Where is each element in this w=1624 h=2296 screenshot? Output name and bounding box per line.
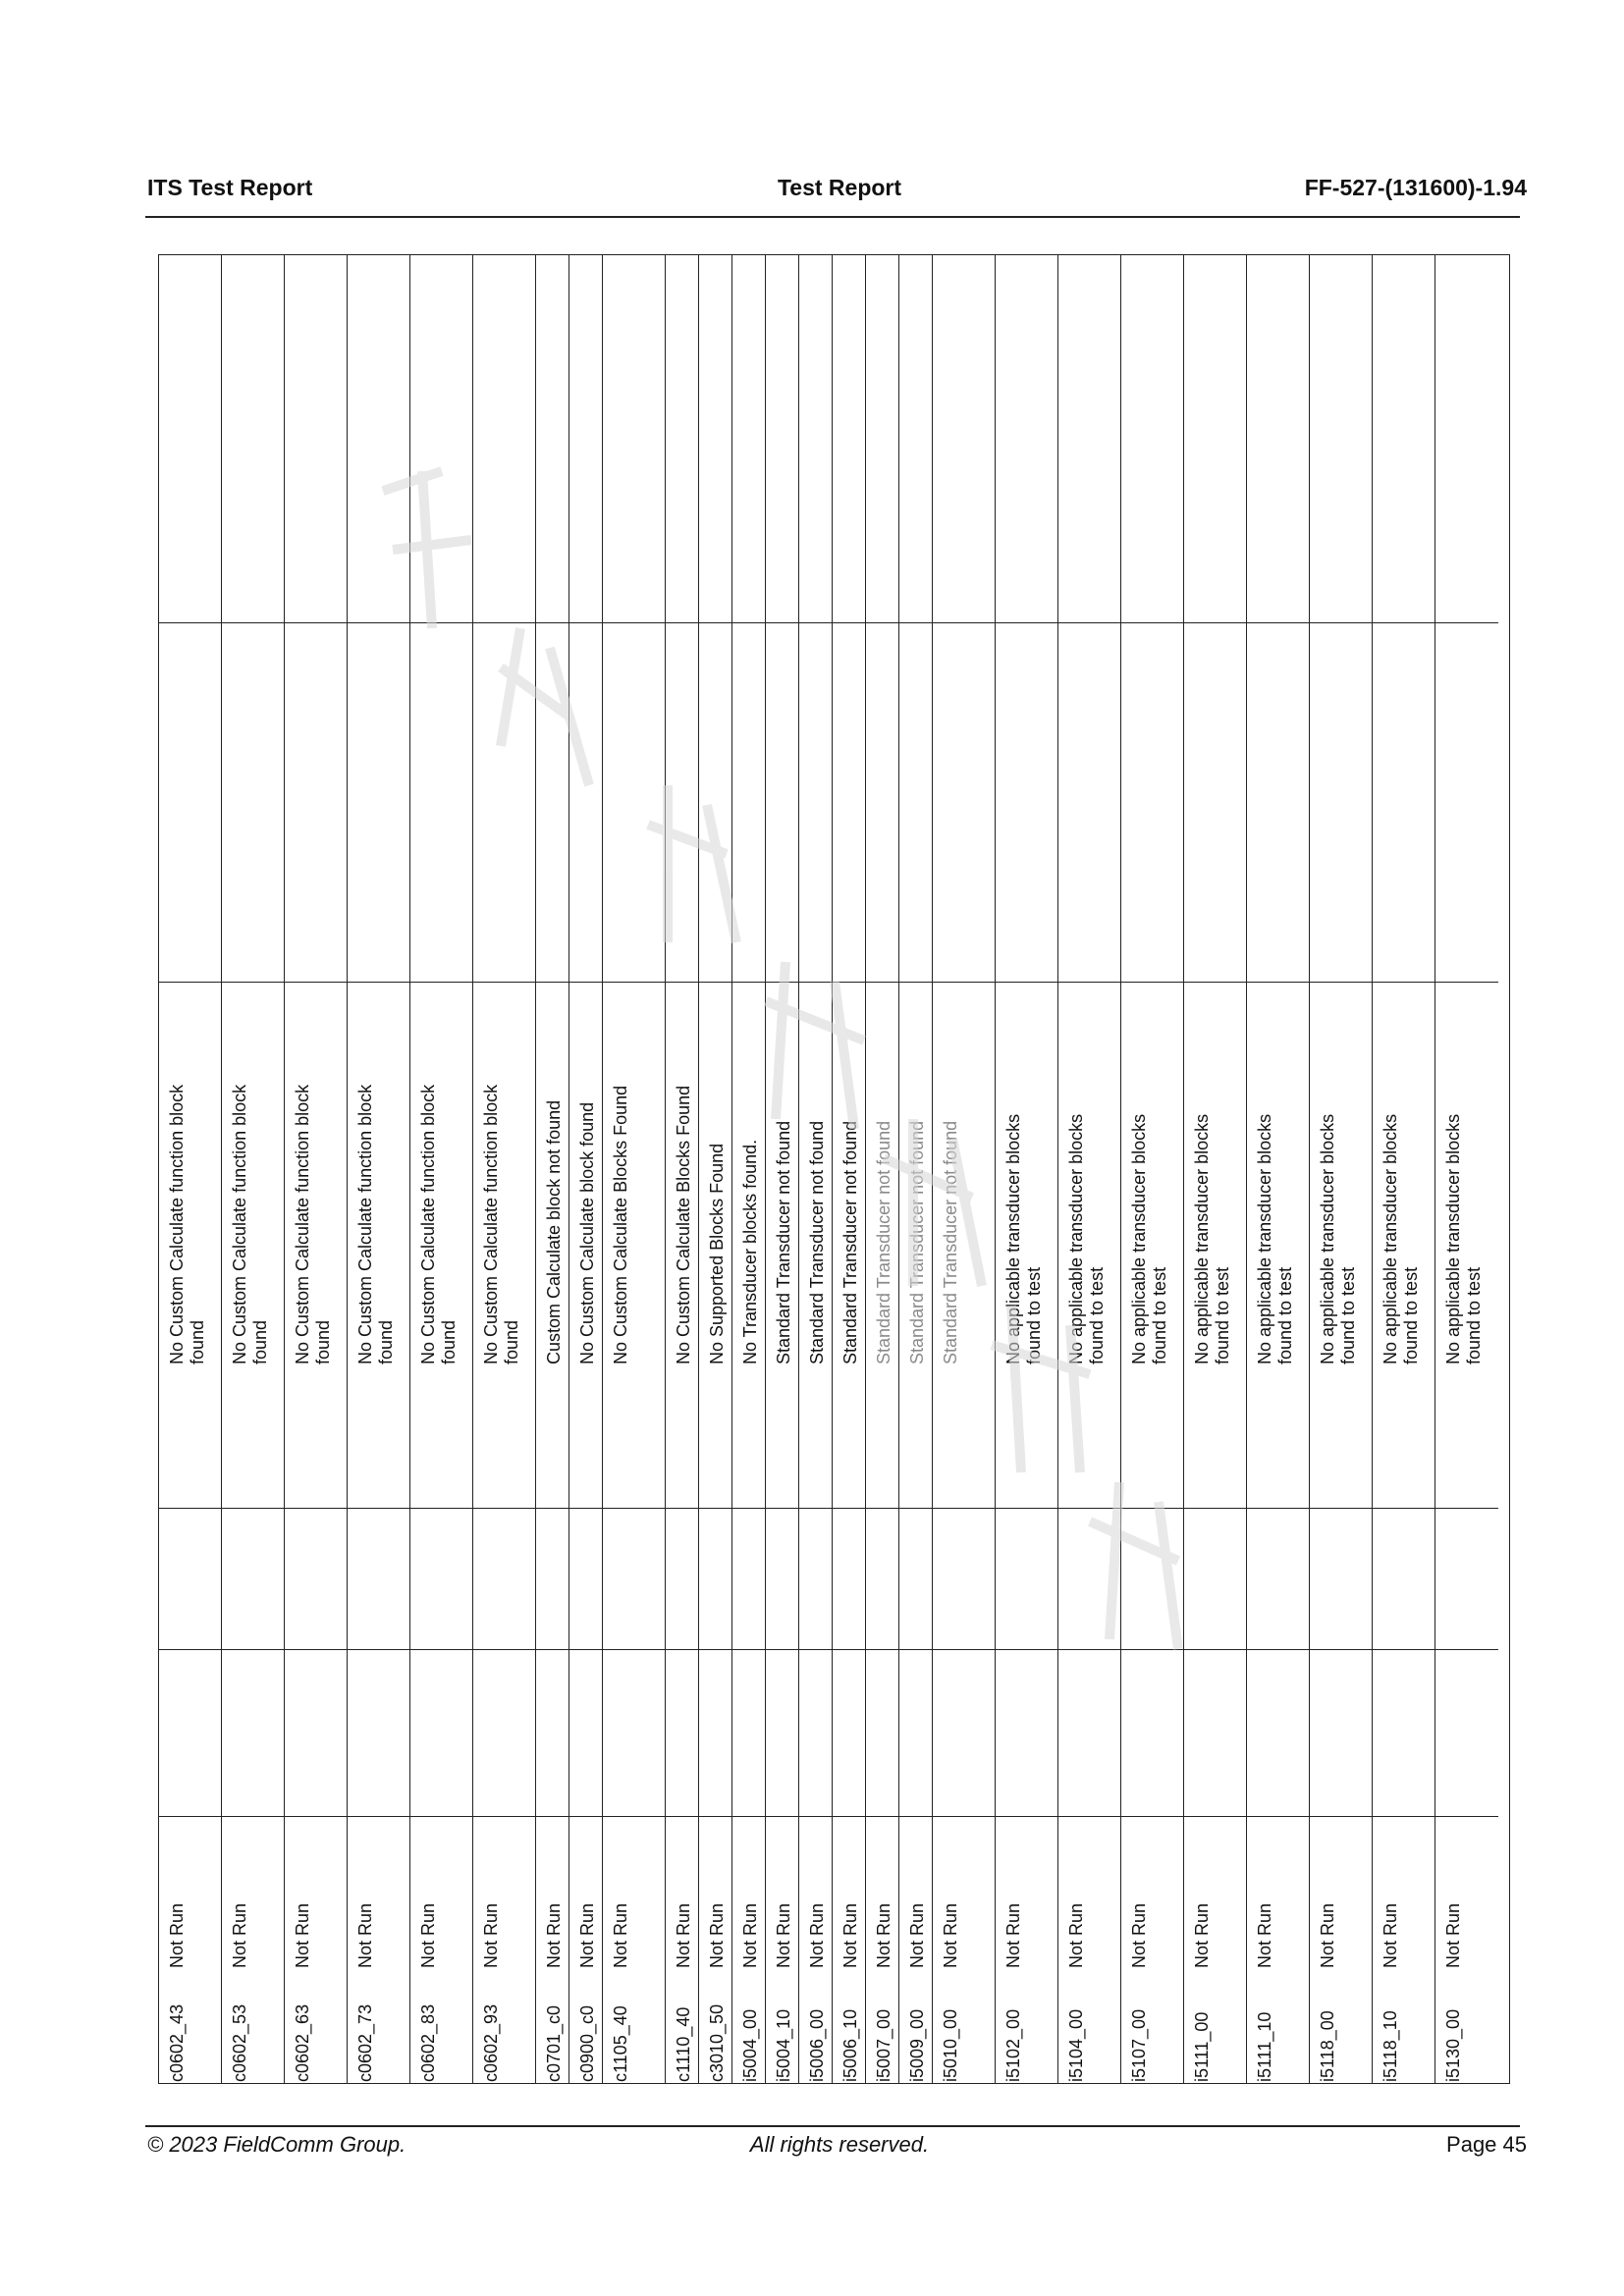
comment-cell-line: No Transducer blocks found. — [740, 1139, 760, 1364]
comment-cell-line: No Custom Calculate Blocks Found — [611, 1085, 630, 1364]
cell-divider — [666, 1508, 698, 1509]
cell-divider — [285, 1508, 347, 1509]
comment-cell-line: Custom Calculate block not found — [544, 1099, 564, 1364]
test-id-cell: i5111_00 — [1192, 2011, 1212, 2082]
table-row — [799, 255, 833, 2083]
comment-cell-line: Standard Transducer not found — [840, 1120, 860, 1364]
test-id-cell: c1110_40 — [674, 2006, 693, 2082]
cell-divider — [1121, 1816, 1183, 1817]
comment-cell-line: No Custom Calculate function block — [418, 1084, 438, 1364]
header-document-id: FF-527-(131600)-1.94 — [1304, 175, 1527, 200]
comment-cell-line: found to test — [1087, 1266, 1107, 1364]
comment-cell-line: found to test — [1464, 1266, 1484, 1364]
table-row — [1184, 255, 1247, 2083]
comment-cell-line: found — [250, 1319, 270, 1364]
comment-cell-line: No applicable transducer blocks — [1129, 1113, 1149, 1364]
status-cell: Not Run — [907, 1902, 927, 1968]
cell-divider — [666, 982, 698, 983]
test-id-cell: i5004_10 — [774, 2008, 793, 2082]
cell-divider — [899, 622, 932, 623]
status-cell: Not Run — [807, 1902, 827, 1968]
cell-divider — [603, 1508, 665, 1509]
table-row — [766, 255, 799, 2083]
comment-cell-line: No applicable transducer blocks — [1255, 1113, 1274, 1364]
cell-divider — [766, 622, 798, 623]
table-row — [899, 255, 933, 2083]
status-cell: Not Run — [167, 1902, 187, 1968]
cell-divider — [1121, 622, 1183, 623]
cell-divider — [285, 1649, 347, 1650]
cell-divider — [1184, 1816, 1246, 1817]
cell-divider — [866, 1508, 898, 1509]
comment-cell-line: No Custom Calculate function block — [355, 1084, 375, 1364]
cell-divider — [285, 1816, 347, 1817]
cell-divider — [732, 1649, 765, 1650]
cell-divider — [569, 1649, 602, 1650]
header-center-title: Test Report — [777, 175, 902, 200]
cell-divider — [699, 982, 731, 983]
test-id-cell: i5004_00 — [740, 2008, 760, 2082]
cell-divider — [1247, 622, 1309, 623]
cell-divider — [569, 1816, 602, 1817]
test-id-cell: c3010_50 — [707, 2003, 727, 2082]
table-row — [666, 255, 699, 2083]
cell-divider — [410, 1649, 472, 1650]
cell-divider — [833, 1508, 865, 1509]
comment-cell-line: found to test — [1275, 1266, 1295, 1364]
cell-divider — [1247, 982, 1309, 983]
cell-divider — [159, 1649, 221, 1650]
cell-divider — [799, 622, 832, 623]
cell-divider — [1058, 982, 1120, 983]
status-cell: Not Run — [1255, 1902, 1274, 1968]
cell-divider — [1373, 1508, 1435, 1509]
status-cell: Not Run — [577, 1902, 597, 1968]
cell-divider — [1373, 1649, 1435, 1650]
cell-divider — [996, 982, 1057, 983]
cell-divider — [1121, 1508, 1183, 1509]
status-cell: Not Run — [481, 1902, 501, 1968]
cell-divider — [410, 1508, 472, 1509]
cell-divider — [473, 1816, 535, 1817]
cell-divider — [1184, 982, 1246, 983]
cell-divider — [732, 622, 765, 623]
comment-cell-line: found to test — [1401, 1266, 1421, 1364]
cell-divider — [348, 1508, 409, 1509]
cell-divider — [1310, 622, 1372, 623]
comment-cell-line: No Custom Calculate block found — [577, 1101, 597, 1364]
test-id-cell: c0701_c0 — [544, 2004, 564, 2082]
cell-divider — [473, 622, 535, 623]
table-row — [410, 255, 473, 2083]
test-id-cell: i5104_00 — [1066, 2008, 1086, 2082]
test-id-cell: i5009_00 — [907, 2008, 927, 2082]
cell-divider — [766, 1508, 798, 1509]
status-cell: Not Run — [1066, 1902, 1086, 1968]
table-row — [866, 255, 899, 2083]
table-row — [569, 255, 603, 2083]
comment-cell-line: found to test — [1150, 1266, 1169, 1364]
cell-divider — [536, 1816, 568, 1817]
comment-cell-line: found — [502, 1319, 521, 1364]
cell-divider — [569, 622, 602, 623]
cell-divider — [866, 1816, 898, 1817]
status-cell: Not Run — [1003, 1902, 1023, 1968]
cell-divider — [159, 1816, 221, 1817]
cell-divider — [159, 622, 221, 623]
comment-cell-line: No applicable transducer blocks — [1318, 1113, 1337, 1364]
cell-divider — [569, 982, 602, 983]
table-row — [833, 255, 866, 2083]
cell-divider — [799, 1649, 832, 1650]
cell-divider — [699, 1508, 731, 1509]
cell-divider — [996, 622, 1057, 623]
table-row — [222, 255, 285, 2083]
cell-divider — [933, 982, 995, 983]
cell-divider — [666, 1816, 698, 1817]
cell-divider — [1435, 982, 1498, 983]
table-row — [1310, 255, 1373, 2083]
cell-divider — [899, 1508, 932, 1509]
comment-cell-line: Standard Transducer not found — [774, 1120, 793, 1364]
test-id-cell: c0602_53 — [230, 2003, 249, 2082]
table-row — [1247, 255, 1310, 2083]
comment-cell-line: found — [376, 1319, 396, 1364]
test-id-cell: i5010_00 — [941, 2008, 960, 2082]
status-cell: Not Run — [707, 1902, 727, 1968]
cell-divider — [996, 1816, 1057, 1817]
cell-divider — [732, 982, 765, 983]
test-id-cell: i5107_00 — [1129, 2008, 1149, 2082]
test-results-table — [158, 254, 1510, 2084]
comment-cell-line: No applicable transducer blocks — [1192, 1113, 1212, 1364]
comment-cell-line: Standard Transducer not found — [907, 1120, 927, 1364]
test-id-cell: c0602_73 — [355, 2003, 375, 2082]
cell-divider — [222, 1508, 284, 1509]
cell-divider — [1058, 1508, 1120, 1509]
cell-divider — [410, 622, 472, 623]
table-row — [933, 255, 996, 2083]
cell-divider — [899, 1816, 932, 1817]
status-cell: Not Run — [774, 1902, 793, 1968]
cell-divider — [569, 1508, 602, 1509]
cell-divider — [1184, 1508, 1246, 1509]
cell-divider — [603, 622, 665, 623]
cell-divider — [410, 982, 472, 983]
cell-divider — [699, 622, 731, 623]
cell-divider — [1435, 622, 1498, 623]
cell-divider — [603, 1649, 665, 1650]
status-cell: Not Run — [674, 1902, 693, 1968]
cell-divider — [222, 982, 284, 983]
cell-divider — [1121, 1649, 1183, 1650]
cell-divider — [996, 1649, 1057, 1650]
cell-divider — [473, 1508, 535, 1509]
test-id-cell: i5130_00 — [1443, 2008, 1463, 2082]
cell-divider — [933, 1508, 995, 1509]
cell-divider — [833, 1649, 865, 1650]
footer-page-number: Page 45 — [1446, 2132, 1527, 2157]
cell-divider — [766, 982, 798, 983]
comment-cell-line: found to test — [1213, 1266, 1232, 1364]
cell-divider — [1373, 982, 1435, 983]
cell-divider — [1310, 1508, 1372, 1509]
cell-divider — [222, 1649, 284, 1650]
cell-divider — [866, 1649, 898, 1650]
cell-divider — [1121, 982, 1183, 983]
status-cell: Not Run — [1443, 1902, 1463, 1968]
test-id-cell: i5006_10 — [840, 2008, 860, 2082]
cell-divider — [1435, 1508, 1498, 1509]
table-row — [159, 255, 222, 2083]
cell-divider — [410, 1816, 472, 1817]
cell-divider — [348, 1816, 409, 1817]
cell-divider — [799, 982, 832, 983]
cell-divider — [222, 622, 284, 623]
cell-divider — [899, 982, 932, 983]
test-id-cell: c1105_40 — [611, 2005, 630, 2082]
cell-divider — [899, 1649, 932, 1650]
cell-divider — [1058, 1816, 1120, 1817]
cell-divider — [603, 1816, 665, 1817]
status-cell: Not Run — [418, 1902, 438, 1968]
test-id-cell: c0602_63 — [293, 2003, 312, 2082]
cell-divider — [348, 622, 409, 623]
cell-divider — [933, 622, 995, 623]
cell-divider — [996, 1508, 1057, 1509]
cell-divider — [699, 1816, 731, 1817]
cell-divider — [933, 1816, 995, 1817]
cell-divider — [666, 622, 698, 623]
cell-divider — [833, 1816, 865, 1817]
cell-divider — [348, 982, 409, 983]
test-id-cell: i5118_00 — [1318, 2010, 1337, 2082]
cell-divider — [1310, 982, 1372, 983]
cell-divider — [536, 1649, 568, 1650]
cell-divider — [666, 1649, 698, 1650]
table-row — [536, 255, 569, 2083]
comment-cell-line: found to test — [1024, 1266, 1044, 1364]
status-cell: Not Run — [355, 1902, 375, 1968]
table-row — [1435, 255, 1498, 2083]
status-cell: Not Run — [740, 1902, 760, 1968]
cell-divider — [536, 622, 568, 623]
comment-cell-line: found to test — [1338, 1266, 1358, 1364]
table-row — [1058, 255, 1121, 2083]
comment-cell-line: No Custom Calculate Blocks Found — [674, 1085, 693, 1364]
cell-divider — [159, 1508, 221, 1509]
status-cell: Not Run — [874, 1902, 893, 1968]
test-id-cell: i5111_10 — [1255, 2011, 1274, 2082]
comment-cell-line: found — [439, 1319, 459, 1364]
header-left-title: ITS Test Report — [147, 175, 313, 200]
test-id-cell: c0602_83 — [418, 2003, 438, 2082]
cell-divider — [866, 982, 898, 983]
comment-cell-line: Standard Transducer not found — [941, 1120, 960, 1364]
cell-divider — [1184, 1649, 1246, 1650]
comment-cell-line: No Custom Calculate function block — [293, 1084, 312, 1364]
cell-divider — [473, 982, 535, 983]
comment-cell-line: No applicable transducer blocks — [1443, 1113, 1463, 1364]
cell-divider — [866, 622, 898, 623]
cell-divider — [1435, 1816, 1498, 1817]
test-id-cell: c0602_93 — [481, 2003, 501, 2082]
cell-divider — [732, 1508, 765, 1509]
cell-divider — [1058, 622, 1120, 623]
footer-rule — [145, 2125, 1520, 2127]
cell-divider — [1310, 1649, 1372, 1650]
table-row — [996, 255, 1058, 2083]
comment-cell-line: No Custom Calculate function block — [230, 1084, 249, 1364]
status-cell: Not Run — [611, 1902, 630, 1968]
cell-divider — [603, 982, 665, 983]
cell-divider — [833, 982, 865, 983]
table-row — [473, 255, 536, 2083]
cell-divider — [766, 1816, 798, 1817]
comment-cell-line: found — [313, 1319, 333, 1364]
table-row — [348, 255, 410, 2083]
cell-divider — [473, 1649, 535, 1650]
test-id-cell: c0602_43 — [167, 2003, 187, 2082]
status-cell: Not Run — [544, 1902, 564, 1968]
cell-divider — [799, 1508, 832, 1509]
cell-divider — [159, 982, 221, 983]
comment-cell-line: No Custom Calculate function block — [167, 1084, 187, 1364]
cell-divider — [1247, 1649, 1309, 1650]
test-id-cell: i5006_00 — [807, 2008, 827, 2082]
table-row — [732, 255, 766, 2083]
cell-divider — [1310, 1816, 1372, 1817]
cell-divider — [1247, 1508, 1309, 1509]
cell-divider — [348, 1649, 409, 1650]
cell-divider — [285, 622, 347, 623]
table-row — [699, 255, 732, 2083]
cell-divider — [833, 622, 865, 623]
test-id-cell: c0900_c0 — [577, 2004, 597, 2082]
status-cell: Not Run — [293, 1902, 312, 1968]
cell-divider — [1247, 1816, 1309, 1817]
cell-divider — [536, 1508, 568, 1509]
cell-divider — [285, 982, 347, 983]
cell-divider — [222, 1816, 284, 1817]
status-cell: Not Run — [840, 1902, 860, 1968]
status-cell: Not Run — [1192, 1902, 1212, 1968]
cell-divider — [536, 982, 568, 983]
table-row — [285, 255, 348, 2083]
test-id-cell: i5118_10 — [1380, 2010, 1400, 2082]
status-cell: Not Run — [230, 1902, 249, 1968]
status-cell: Not Run — [941, 1902, 960, 1968]
comment-cell-line: No Supported Blocks Found — [707, 1143, 727, 1364]
cell-divider — [799, 1816, 832, 1817]
cell-divider — [933, 1649, 995, 1650]
cell-divider — [1373, 1816, 1435, 1817]
test-id-cell: i5007_00 — [874, 2008, 893, 2082]
table-row — [603, 255, 666, 2083]
cell-divider — [1058, 1649, 1120, 1650]
comment-cell-line: Standard Transducer not found — [874, 1120, 893, 1364]
cell-divider — [732, 1816, 765, 1817]
status-cell: Not Run — [1129, 1902, 1149, 1968]
cell-divider — [766, 1649, 798, 1650]
table-row — [1121, 255, 1184, 2083]
comment-cell-line: Standard Transducer not found — [807, 1120, 827, 1364]
cell-divider — [1435, 1649, 1498, 1650]
cell-divider — [1373, 622, 1435, 623]
comment-cell-line: found — [188, 1319, 207, 1364]
status-cell: Not Run — [1318, 1902, 1337, 1968]
test-id-cell: i5102_00 — [1003, 2008, 1023, 2082]
cell-divider — [1184, 622, 1246, 623]
footer-rights: All rights reserved. — [749, 2132, 930, 2157]
footer-copyright: © 2023 FieldComm Group. — [147, 2132, 406, 2157]
comment-cell-line: No applicable transducer blocks — [1003, 1113, 1023, 1364]
comment-cell-line: No Custom Calculate function block — [481, 1084, 501, 1364]
comment-cell-line: No applicable transducer blocks — [1380, 1113, 1400, 1364]
header-rule — [145, 216, 1520, 218]
table-row — [1373, 255, 1435, 2083]
comment-cell-line: No applicable transducer blocks — [1066, 1113, 1086, 1364]
status-cell: Not Run — [1380, 1902, 1400, 1968]
cell-divider — [699, 1649, 731, 1650]
